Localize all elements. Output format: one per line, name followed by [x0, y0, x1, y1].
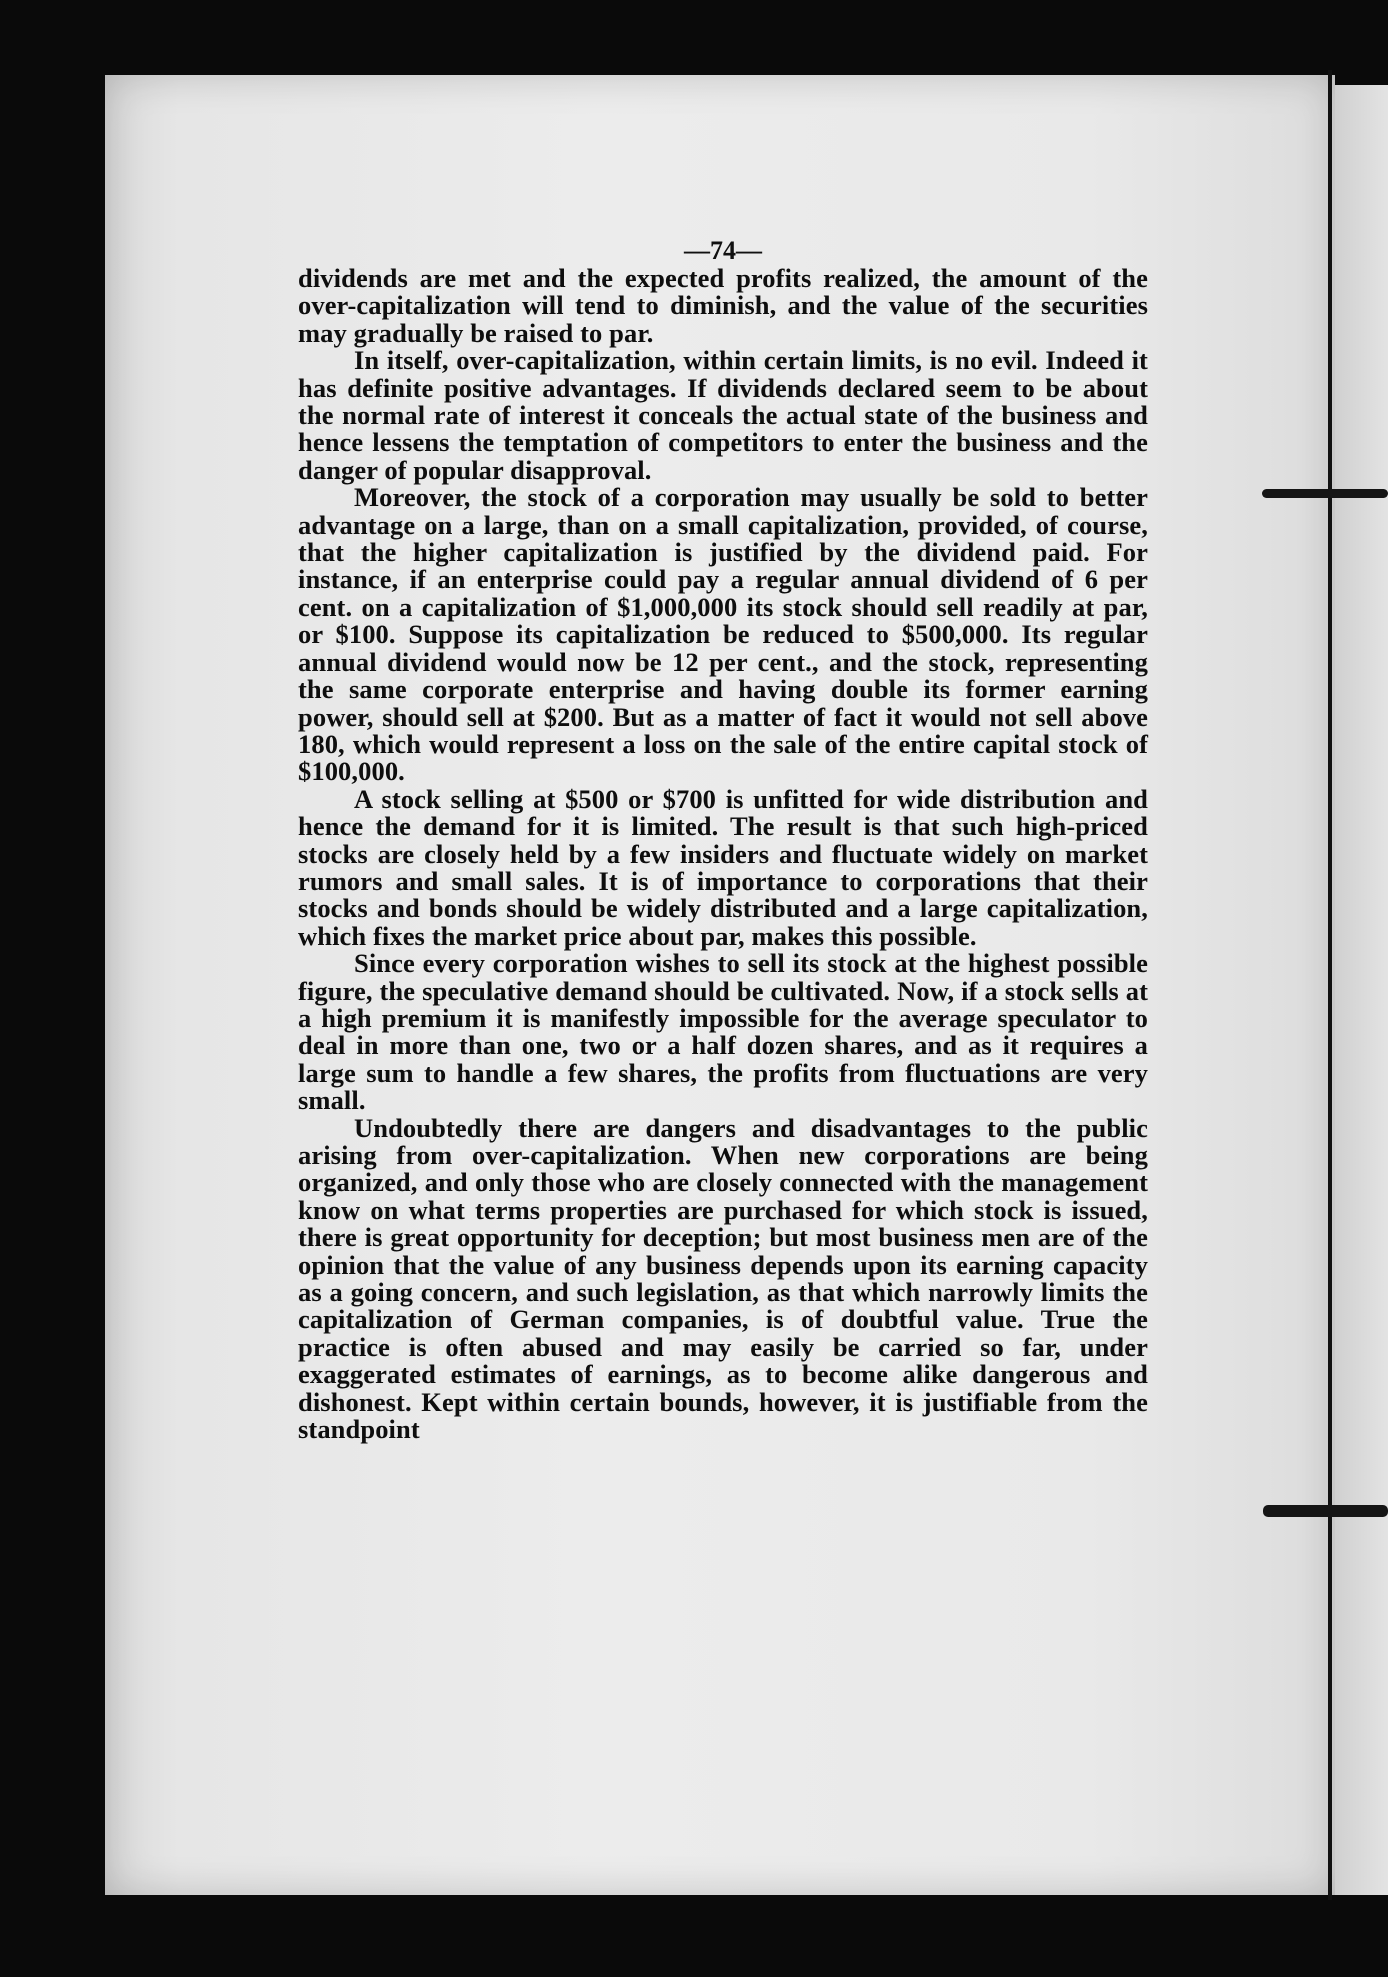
- page-tab-mark-upper: [1262, 489, 1388, 498]
- paragraph: In itself, over-capitalization, within certain limits, is no evil. Indeed it has definite positive advantages. If dividends declared seem to be about the normal rate of interest it conceals the actual state of the business and hence lessens the temptation of competitors to enter the business and the danger of popular disapproval.: [298, 345, 1148, 485]
- paragraph: A stock selling at $500 or $700 is unfitted for wide distribution and hence the demand for it is limited. The result is that such high-priced stocks are closely held by a few insiders and fluctuate widely on market rumors and small sales. It is of importance to corporations that their stocks and bonds should be widely distributed and a large capitalization, which fixes the market price about par, makes this possible.: [298, 783, 1148, 951]
- paragraph-continued: dividends are met and the expected profits realized, the amount of the over-capitalization will tend to diminish, and the value of the securities may gradually be raised to par.: [298, 263, 1148, 348]
- page-number: —74—: [684, 236, 762, 265]
- paragraph: Moreover, the stock of a corporation may usually be sold to better advantage on a large, than on a small capitalization, provided, of course, that the higher capitalization is justified by the dividend paid. For instance, if an enterprise could pay a regular annual dividend of 6 per cent. on a capitalization of $1,000,000 its stock should sell readily at par, or $100. Suppose its capitalization be reduced to $500,000. Its regular annual dividend would now be 12 per cent., and the stock, representing the same corporate enterprise and having double its former earning power, should sell at $200. But as a matter of fact it would not sell above 180, which would represent a loss on the sale of the entire capital stock of $100,000.: [298, 482, 1148, 787]
- paragraph: Since every corporation wishes to sell its stock at the highest possible figure, the speculative demand should be cultivated. Now, if a stock sells at a high premium it is manifestly impossible for the average speculator to deal in more than one, two or a half dozen shares, and as it requires a large sum to handle a few shares, the profits from fluctuations are very small.: [298, 948, 1148, 1116]
- page-tab-mark-lower: [1263, 1505, 1388, 1517]
- page-gutter-line: [1328, 70, 1332, 1900]
- adjacent-page-edge: [1332, 85, 1388, 1895]
- paragraph: Undoubtedly there are dangers and disadvantages to the public arising from over-capitalization. When new corporations are being organized, and only those who are closely connected with the management know on what terms properties are purchased for which stock is issued, there is great opportunity for deception; but most business men are of the opinion that the value of any business depends upon its earning capacity as a going concern, and such legislation, as that which narrowly limits the capitalization of German companies, is of doubtful value. True the practice is often abused and may easily be carried so far, under exaggerated estimates of earnings, as to become alike dangerous and dishonest. Kept within certain bounds, however, it is justifiable from the standpoint: [298, 1112, 1148, 1445]
- page-text: [298, 265, 1148, 1443]
